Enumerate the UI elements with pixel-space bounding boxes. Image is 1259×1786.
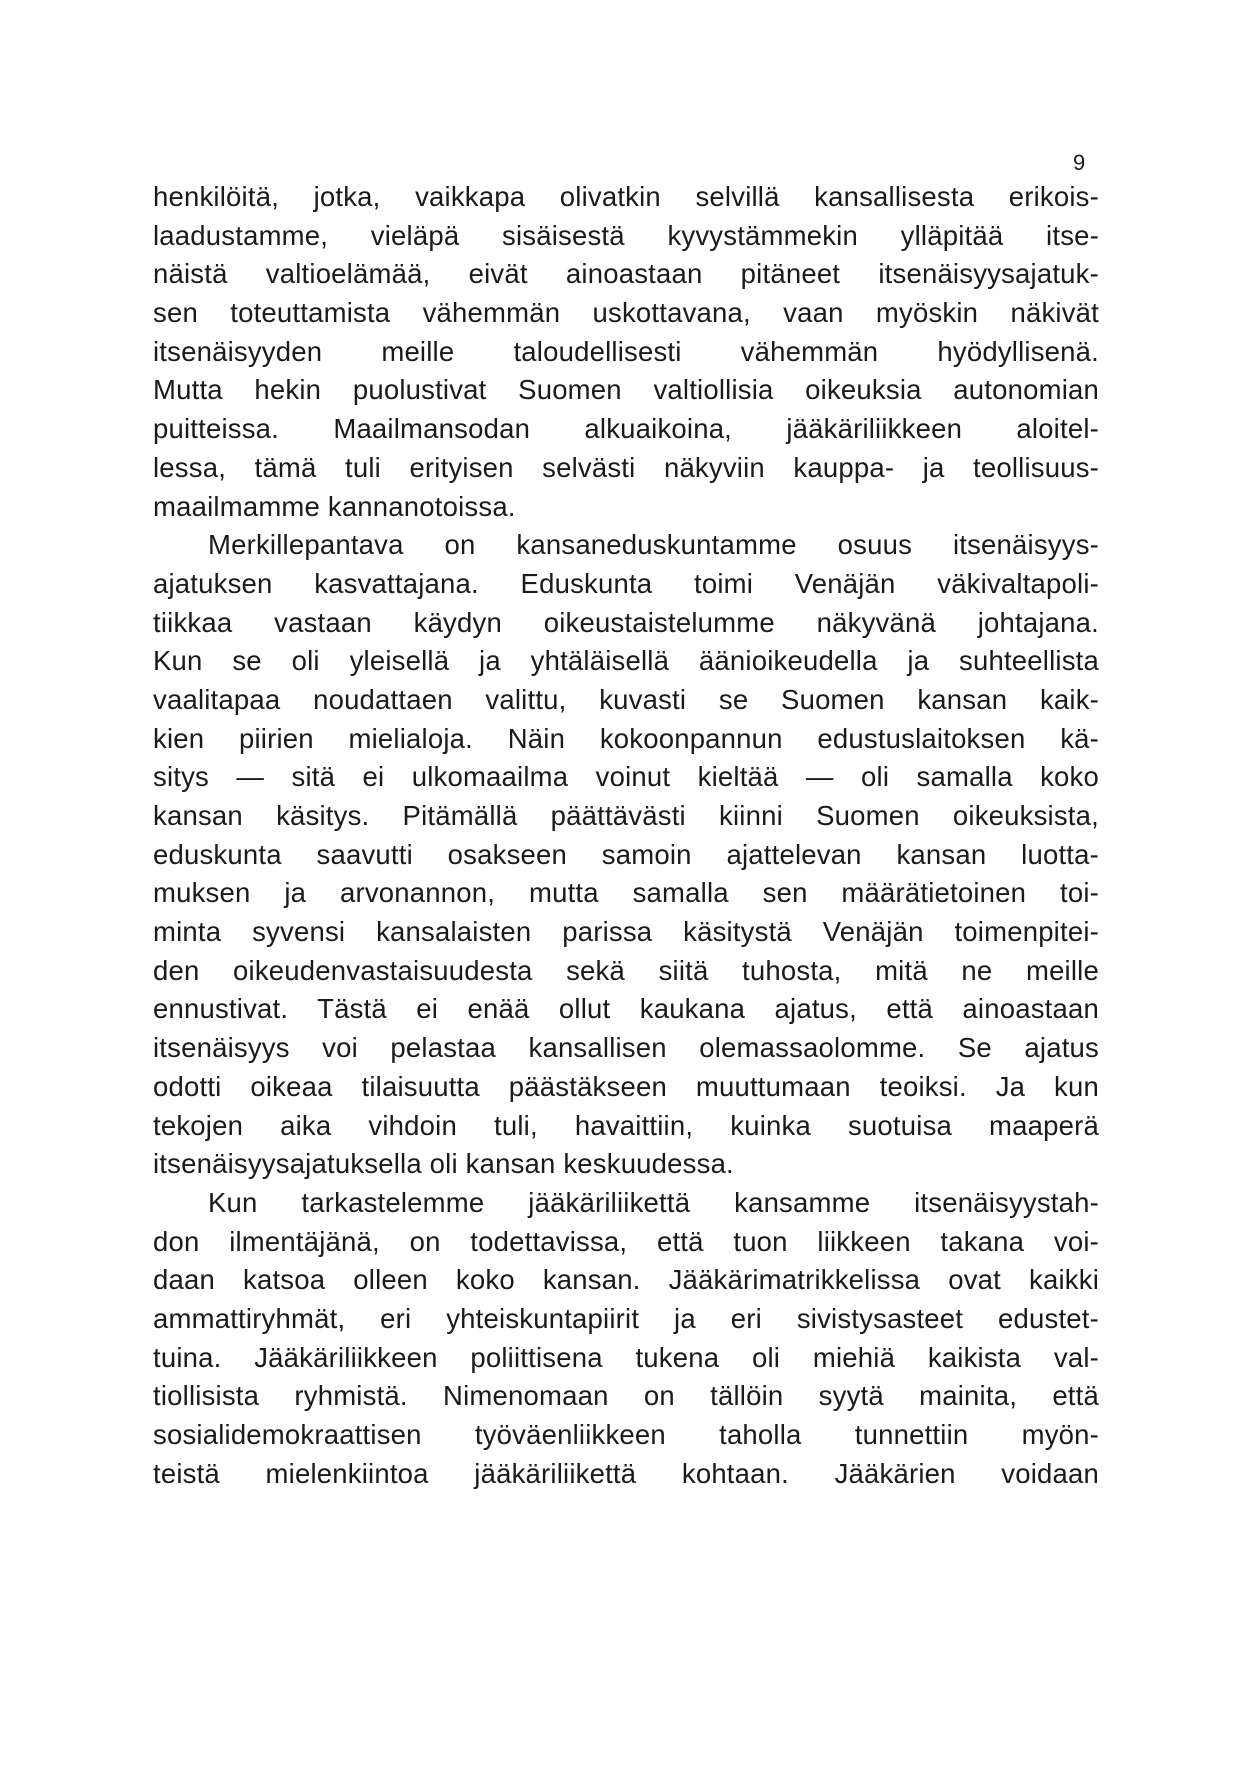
text-line: tiikkaa vastaan käydyn oikeustaistelumme näkyvänä johtajana. <box>153 606 1099 638</box>
text-line: tiollisista ryhmistä. Nimenomaan on tällöin syytä mainita, että <box>153 1380 1099 1412</box>
text-line: eduskunta saavutti osakseen samoin ajattelevan kansan luotta- <box>153 838 1099 870</box>
text-line: tekojen aika vihdoin tuli, havaittiin, kuinka suotuisa maaperä <box>153 1109 1099 1141</box>
text-line: sitys — sitä ei ulkomaailma voinut kieltää — oli samalla koko <box>153 761 1099 793</box>
text-line: Kun se oli yleisellä ja yhtäläisellä äänioikeudella ja suhteellista <box>153 645 1099 677</box>
text-line: tuina. Jääkäriliikkeen poliittisena tukena oli miehiä kaikista val- <box>153 1341 1099 1373</box>
text-line: itsenäisyyden meille taloudellisesti vähemmän hyödyllisenä. <box>153 335 1099 367</box>
text-line: Kun tarkastelemme jääkäriliikettä kansamme itsenäisyystah- <box>208 1186 1099 1218</box>
text-line: minta syvensi kansalaisten parissa käsitystä Venäjän toimenpitei- <box>153 916 1099 948</box>
text-line: odotti oikeaa tilaisuutta päästäkseen muuttumaan teoiksi. Ja kun <box>153 1070 1099 1102</box>
text-line: kien piirien mielialoja. Näin kokoonpannun edustuslaitoksen kä- <box>153 722 1099 754</box>
text-line: muksen ja arvonannon, mutta samalla sen määrätietoinen toi- <box>153 877 1099 909</box>
text-line: maailmamme kannanotoissa. <box>153 490 516 522</box>
text-line: ammattiryhmät, eri yhteiskuntapiirit ja eri sivistysasteet edustet- <box>153 1302 1099 1334</box>
text-line: den oikeudenvastaisuudesta sekä siitä tuhosta, mitä ne meille <box>153 954 1099 986</box>
body-text <box>153 178 1099 1493</box>
text-line: lessa, tämä tuli erityisen selvästi näkyviin kauppa- ja teollisuus- <box>153 451 1099 483</box>
text-line: henkilöitä, jotka, vaikkapa olivatkin selvillä kansallisesta erikois- <box>153 181 1099 212</box>
text-line: don ilmentäjänä, on todettavissa, että tuon liikkeen takana voi- <box>153 1225 1099 1257</box>
page-number: 9 <box>1073 150 1086 175</box>
text-line: puitteissa. Maailmansodan alkuaikoina, jääkäriliikkeen aloitel- <box>153 413 1099 445</box>
text-line: sosialidemokraattisen työväenliikkeen taholla tunnettiin myön- <box>153 1419 1099 1450</box>
text-line: ajatuksen kasvattajana. Eduskunta toimi Venäjän väkivaltapoli- <box>153 567 1099 599</box>
text-line: teistä mielenkiintoa jääkäriliikettä kohtaan. Jääkärien voidaan <box>153 1457 1099 1489</box>
text-line: sen toteuttamista vähemmän uskottavana, vaan myöskin näkivät <box>153 297 1099 329</box>
text-line: vaalitapaa noudattaen valittu, kuvasti se Suomen kansan kaik- <box>153 683 1099 715</box>
text-line: Mutta hekin puolustivat Suomen valtiollisia oikeuksia autonomian <box>153 374 1099 406</box>
text-line: kansan käsitys. Pitämällä päättävästi kiinni Suomen oikeuksista, <box>153 800 1099 831</box>
text-line: näistä valtioelämää, eivät ainoastaan pitäneet itsenäisyysajatuk- <box>153 258 1099 290</box>
text-line: Merkillepantava on kansaneduskuntamme osuus itsenäisyys- <box>208 529 1099 561</box>
text-line: laadustamme, vieläpä sisäisestä kyvystämmekin ylläpitää itse- <box>153 219 1099 251</box>
text-line: itsenäisyysajatuksella oli kansan keskuudessa. <box>153 1148 734 1180</box>
text-line: itsenäisyys voi pelastaa kansallisen olemassaolomme. Se ajatus <box>153 1032 1099 1064</box>
text-line: daan katsoa olleen koko kansan. Jääkärimatrikkelissa ovat kaikki <box>153 1264 1099 1296</box>
text-line: ennustivat. Tästä ei enää ollut kaukana ajatus, että ainoastaan <box>153 993 1099 1025</box>
